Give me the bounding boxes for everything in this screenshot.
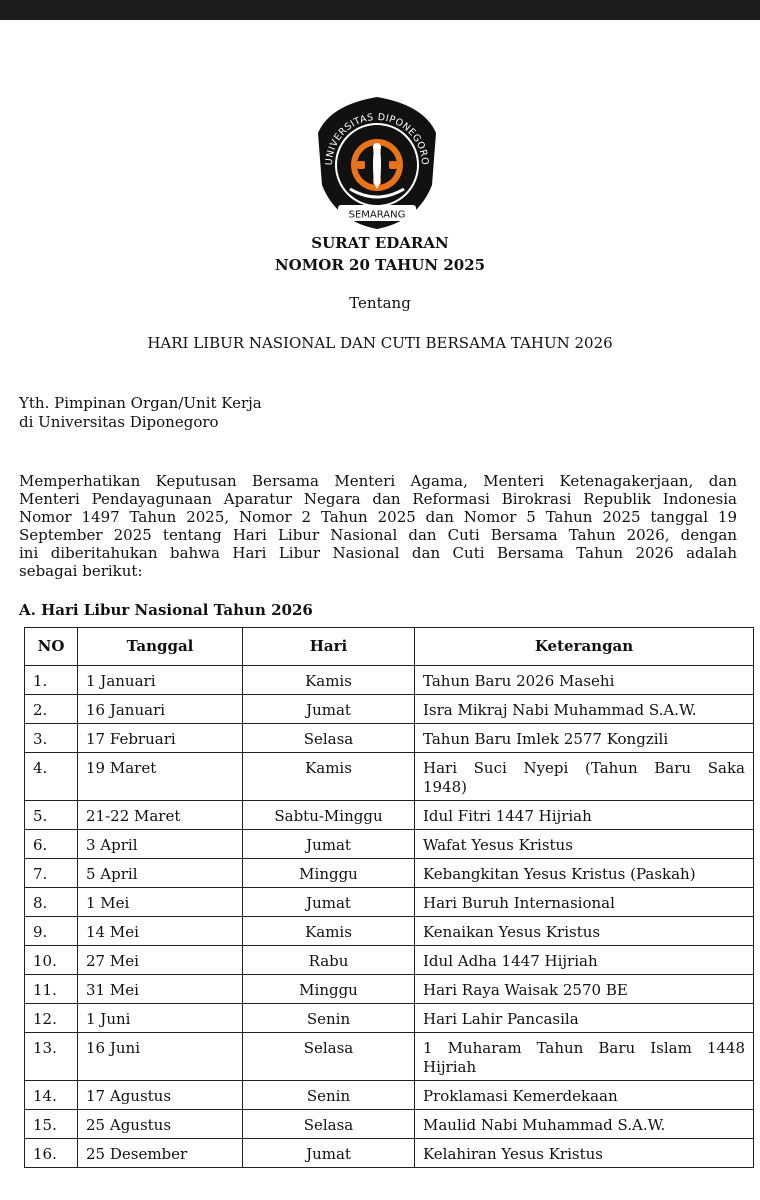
cell-no: 16. <box>25 1139 78 1168</box>
cell-tanggal: 5 April <box>78 859 243 888</box>
keterangan-text: Idul Adha 1447 Hijriah <box>423 952 598 970</box>
cell-hari: Kamis <box>243 917 415 946</box>
keterangan-text: Kelahiran Yesus Kristus <box>423 1145 603 1163</box>
table-row <box>25 1139 754 1168</box>
table-row <box>25 1033 754 1081</box>
cell-tanggal: 16 Januari <box>78 695 243 724</box>
table-row <box>25 666 754 695</box>
cell-hari: Jumat <box>243 888 415 917</box>
body-line: sebagai berikut: <box>19 562 143 581</box>
addressee-line-2: di Universitas Diponegoro <box>19 413 219 431</box>
cell-hari: Jumat <box>243 695 415 724</box>
column-header-keterangan: Keterangan <box>415 628 754 666</box>
cell-no: 10. <box>25 946 78 975</box>
cell-tanggal: 14 Mei <box>78 917 243 946</box>
cell-no: 3. <box>25 724 78 753</box>
cell-no: 4. <box>25 753 78 801</box>
university-logo <box>310 93 444 233</box>
keterangan-text: Hari Suci Nyepi (Tahun Baru Saka <box>423 759 745 777</box>
cell-tanggal: 25 Desember <box>78 1139 243 1168</box>
cell-keterangan <box>415 917 754 946</box>
table-row <box>25 695 754 724</box>
cell-tanggal: 17 Agustus <box>78 1081 243 1110</box>
cell-hari: Senin <box>243 1081 415 1110</box>
cell-hari: Jumat <box>243 1139 415 1168</box>
cell-tanggal: 1 Mei <box>78 888 243 917</box>
table-row <box>25 724 754 753</box>
table-row <box>25 1110 754 1139</box>
body-paragraph <box>19 472 737 581</box>
cell-keterangan <box>415 1110 754 1139</box>
keterangan-text: Maulid Nabi Muhammad S.A.W. <box>423 1116 666 1134</box>
table-row <box>25 888 754 917</box>
logo-bottom-text: SEMARANG <box>348 209 406 221</box>
document-title: SURAT EDARAN <box>311 234 449 252</box>
keterangan-text: Hari Raya Waisak 2570 BE <box>423 981 628 999</box>
table-row <box>25 917 754 946</box>
table-row <box>25 753 754 801</box>
cell-no: 12. <box>25 1004 78 1033</box>
column-header-tanggal: Tanggal <box>78 628 243 666</box>
keterangan-text: Kenaikan Yesus Kristus <box>423 923 601 941</box>
cell-keterangan <box>415 666 754 695</box>
cell-keterangan <box>415 695 754 724</box>
cell-tanggal: 27 Mei <box>78 946 243 975</box>
keterangan-text: Hari Lahir Pancasila <box>423 1010 579 1028</box>
cell-no: 9. <box>25 917 78 946</box>
cell-tanggal: 19 Maret <box>78 753 243 801</box>
body-line: ini diberitahukan bahwa Hari Libur Nasional dan Cuti Bersama Tahun 2026 adalah <box>19 544 737 563</box>
keterangan-text: Kebangkitan Yesus Kristus (Paskah) <box>423 865 696 883</box>
table-row <box>25 859 754 888</box>
cell-hari: Sabtu-Minggu <box>243 801 415 830</box>
document-number: NOMOR 20 TAHUN 2025 <box>274 256 486 274</box>
cell-hari: Minggu <box>243 975 415 1004</box>
table-row <box>25 830 754 859</box>
cell-hari: Senin <box>243 1004 415 1033</box>
cell-no: 11. <box>25 975 78 1004</box>
cell-hari: Selasa <box>243 724 415 753</box>
cell-keterangan <box>415 975 754 1004</box>
holiday-table-body <box>25 666 754 1168</box>
body-line: Memperhatikan Keputusan Bersama Menteri Agama, Menteri Ketenagakerjaan, dan <box>19 472 737 490</box>
cell-keterangan <box>415 830 754 859</box>
cell-no: 7. <box>25 859 78 888</box>
column-header-hari: Hari <box>243 628 415 666</box>
cell-no: 13. <box>25 1033 78 1081</box>
keterangan-text-continued: 1948) <box>423 778 468 796</box>
cell-hari: Rabu <box>243 946 415 975</box>
cell-keterangan <box>415 888 754 917</box>
keterangan-text: Isra Mikraj Nabi Muhammad S.A.W. <box>423 701 697 719</box>
cell-hari: Minggu <box>243 859 415 888</box>
cell-hari: Kamis <box>243 753 415 801</box>
keterangan-text: Hari Buruh Internasional <box>423 894 615 912</box>
cell-tanggal: 25 Agustus <box>78 1110 243 1139</box>
top-bar <box>0 0 760 20</box>
body-line: Nomor 1497 Tahun 2025, Nomor 2 Tahun 2025 dan Nomor 5 Tahun 2025 tanggal 19 <box>19 508 737 527</box>
cell-no: 5. <box>25 801 78 830</box>
cell-keterangan <box>415 801 754 830</box>
column-header-no: NO <box>25 628 78 666</box>
table-row <box>25 946 754 975</box>
cell-no: 14. <box>25 1081 78 1110</box>
table-row <box>25 1004 754 1033</box>
cell-keterangan <box>415 1033 754 1081</box>
cell-keterangan <box>415 724 754 753</box>
cell-tanggal: 21-22 Maret <box>78 801 243 830</box>
table-row <box>25 801 754 830</box>
table-row <box>25 1081 754 1110</box>
cell-no: 15. <box>25 1110 78 1139</box>
cell-hari: Selasa <box>243 1033 415 1081</box>
table-header-row <box>25 628 754 666</box>
cell-tanggal: 31 Mei <box>78 975 243 1004</box>
cell-no: 6. <box>25 830 78 859</box>
body-line: September 2025 tentang Hari Libur Nasional dan Cuti Bersama Tahun 2026, dengan <box>19 526 737 545</box>
addressee-line-1: Yth. Pimpinan Organ/Unit Kerja <box>19 394 262 412</box>
keterangan-text-continued: Hijriah <box>423 1058 477 1076</box>
cell-keterangan <box>415 1139 754 1168</box>
cell-tanggal: 1 Januari <box>78 666 243 695</box>
keterangan-text: Tahun Baru Imlek 2577 Kongzili <box>423 730 669 748</box>
cell-keterangan <box>415 753 754 801</box>
cell-no: 8. <box>25 888 78 917</box>
keterangan-text: 1 Muharam Tahun Baru Islam 1448 <box>423 1039 745 1057</box>
holiday-table <box>24 627 754 1168</box>
cell-tanggal: 17 Februari <box>78 724 243 753</box>
cell-keterangan <box>415 1004 754 1033</box>
tentang-label: Tentang <box>349 294 411 312</box>
logo-emblem <box>373 143 381 189</box>
body-line: Menteri Pendayagunaan Aparatur Negara dan Reformasi Birokrasi Republik Indonesia <box>19 490 737 509</box>
keterangan-text: Proklamasi Kemerdekaan <box>423 1087 618 1105</box>
cell-tanggal: 16 Juni <box>78 1033 243 1081</box>
cell-no: 1. <box>25 666 78 695</box>
table-row <box>25 975 754 1004</box>
cell-hari: Kamis <box>243 666 415 695</box>
cell-keterangan <box>415 1081 754 1110</box>
cell-keterangan <box>415 946 754 975</box>
logo-top-text: UNIVERSITAS DIPONEGORO <box>323 111 431 166</box>
cell-hari: Jumat <box>243 830 415 859</box>
cell-hari: Selasa <box>243 1110 415 1139</box>
keterangan-text: Wafat Yesus Kristus <box>423 836 573 854</box>
cell-keterangan <box>415 859 754 888</box>
cell-tanggal: 3 April <box>78 830 243 859</box>
section-a-title: A. Hari Libur Nasional Tahun 2026 <box>19 601 313 619</box>
document-subject: HARI LIBUR NASIONAL DAN CUTI BERSAMA TAHUN 2026 <box>147 334 613 352</box>
cell-no: 2. <box>25 695 78 724</box>
keterangan-text: Idul Fitri 1447 Hijriah <box>423 807 592 825</box>
cell-tanggal: 1 Juni <box>78 1004 243 1033</box>
keterangan-text: Tahun Baru 2026 Masehi <box>423 672 615 690</box>
